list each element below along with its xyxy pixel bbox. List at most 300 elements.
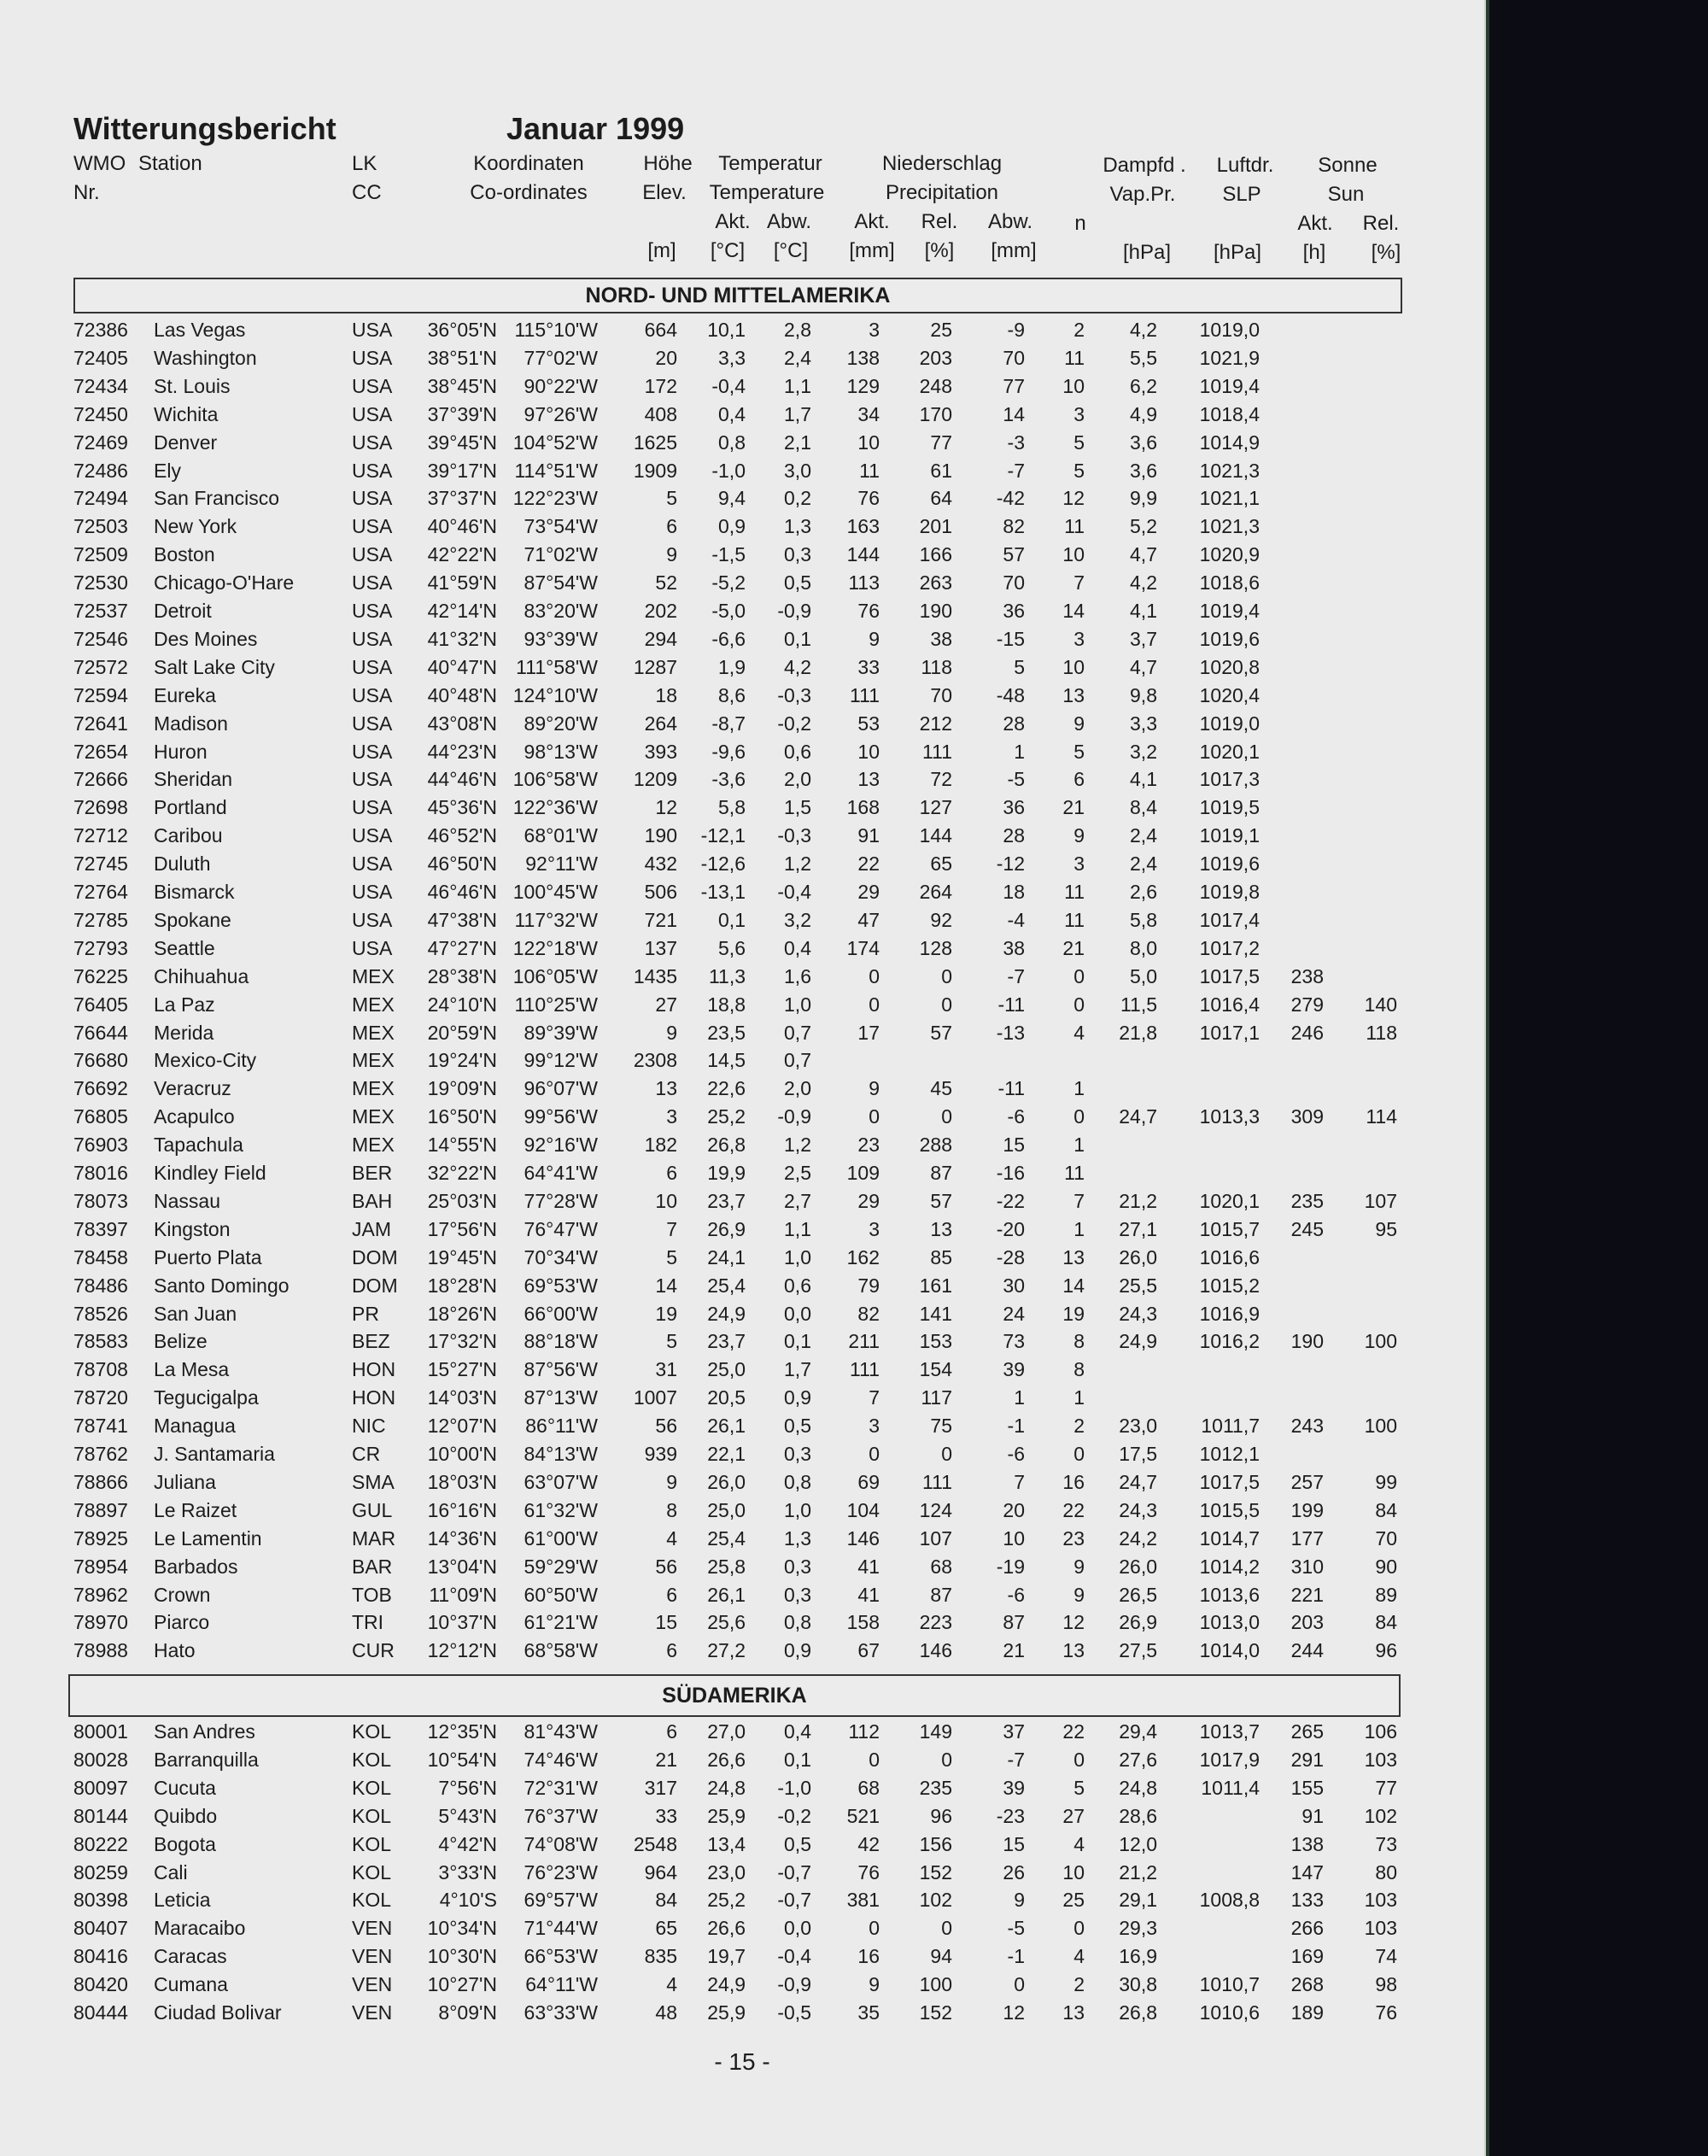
vapour-pressure-cell: 27,1 bbox=[1119, 1217, 1157, 1240]
latitude-cell: 16°16'N bbox=[427, 1498, 497, 1521]
wmo-number-cell: 80144 bbox=[73, 1804, 128, 1827]
precipitation-days-cell: 12 bbox=[1062, 487, 1085, 510]
temperature-abw-cell: 1,2 bbox=[784, 852, 811, 876]
elevation-cell: 84 bbox=[655, 1889, 677, 1912]
precipitation-akt-cell: 3 bbox=[869, 1415, 880, 1438]
temperature-abw-cell: -0,9 bbox=[777, 600, 811, 622]
country-code-cell: MEX bbox=[352, 1077, 395, 1100]
precipitation-days-cell: 1 bbox=[1073, 1134, 1085, 1157]
country-code-cell: KOL bbox=[352, 1748, 392, 1771]
wmo-number-cell: 72530 bbox=[73, 571, 128, 595]
wmo-number-cell: 76692 bbox=[73, 1077, 128, 1100]
table-row bbox=[0, 513, 1452, 541]
elevation-cell: 408 bbox=[644, 402, 677, 425]
precipitation-abw-cell: -13 bbox=[996, 1021, 1025, 1044]
station-name-cell: La Paz bbox=[154, 993, 215, 1016]
longitude-cell: 61°32'W bbox=[524, 1498, 598, 1521]
temperature-abw-cell: -0,3 bbox=[777, 683, 811, 706]
sunshine-rel-cell: 73 bbox=[1375, 1832, 1397, 1855]
table-row bbox=[0, 429, 1452, 457]
temperature-abw-cell: -0,9 bbox=[777, 1973, 811, 1996]
temperature-akt-cell: 19,7 bbox=[707, 1945, 746, 1968]
temperature-akt-cell: 24,1 bbox=[707, 1245, 746, 1268]
country-code-cell: SMA bbox=[352, 1470, 395, 1493]
precipitation-abw-cell: -15 bbox=[996, 627, 1025, 650]
longitude-cell: 76°37'W bbox=[524, 1804, 598, 1827]
precipitation-days-cell: 3 bbox=[1073, 627, 1085, 650]
sea-level-pressure-cell: 1019,0 bbox=[1199, 319, 1260, 341]
precipitation-abw-cell: -11 bbox=[997, 993, 1025, 1016]
precipitation-rel-cell: 170 bbox=[919, 402, 952, 425]
vapour-pressure-cell: 2,6 bbox=[1130, 881, 1157, 903]
precipitation-akt-cell: 42 bbox=[857, 1832, 880, 1855]
precipitation-akt-cell: 144 bbox=[846, 543, 880, 566]
country-code-cell: USA bbox=[352, 683, 393, 706]
longitude-cell: 84°13'W bbox=[524, 1443, 598, 1465]
longitude-cell: 71°44'W bbox=[524, 1917, 598, 1940]
sea-level-pressure-cell: 1017,3 bbox=[1199, 768, 1260, 791]
sunshine-rel-cell: 140 bbox=[1364, 993, 1397, 1016]
wmo-number-cell: 72494 bbox=[73, 487, 128, 510]
longitude-cell: 61°00'W bbox=[524, 1526, 598, 1550]
temperature-abw-cell: 0,9 bbox=[784, 1639, 811, 1662]
precipitation-akt-cell: 91 bbox=[857, 824, 880, 847]
sea-level-pressure-cell: 1021,3 bbox=[1199, 515, 1260, 538]
temperature-abw-cell: 0,7 bbox=[784, 1021, 811, 1044]
country-code-cell: USA bbox=[352, 571, 393, 595]
sunshine-rel-cell: 107 bbox=[1364, 1189, 1397, 1212]
longitude-cell: 110°25'W bbox=[514, 993, 598, 1016]
precipitation-akt-cell: 69 bbox=[857, 1470, 880, 1493]
station-name-cell: Hato bbox=[154, 1639, 196, 1662]
sunshine-akt-cell: 268 bbox=[1290, 1973, 1324, 1996]
temperature-abw-cell: 2,4 bbox=[784, 346, 811, 369]
precipitation-rel-cell: 64 bbox=[930, 487, 952, 510]
vapour-pressure-cell: 5,0 bbox=[1130, 964, 1157, 987]
precipitation-days-cell: 7 bbox=[1073, 1189, 1085, 1212]
header-unit-sun-akt: [h] bbox=[1302, 241, 1326, 264]
longitude-cell: 90°22'W bbox=[524, 374, 598, 397]
elevation-cell: 27 bbox=[655, 993, 677, 1016]
country-code-cell: KOL bbox=[352, 1720, 392, 1743]
precipitation-abw-cell: 28 bbox=[1003, 712, 1025, 735]
station-name-cell: Tapachula bbox=[154, 1134, 243, 1157]
latitude-cell: 37°39'N bbox=[427, 402, 497, 425]
latitude-cell: 45°36'N bbox=[427, 796, 497, 819]
precipitation-days-cell: 9 bbox=[1073, 712, 1085, 735]
longitude-cell: 74°08'W bbox=[524, 1832, 598, 1855]
table-row bbox=[0, 710, 1452, 738]
precipitation-abw-cell: -3 bbox=[1007, 431, 1025, 454]
latitude-cell: 18°03'N bbox=[427, 1470, 497, 1493]
latitude-cell: 19°24'N bbox=[427, 1049, 497, 1072]
vapour-pressure-cell: 5,5 bbox=[1130, 346, 1157, 369]
precipitation-rel-cell: 75 bbox=[930, 1415, 952, 1438]
precipitation-akt-cell: 29 bbox=[857, 1189, 880, 1212]
temperature-akt-cell: 23,0 bbox=[707, 1860, 746, 1884]
sea-level-pressure-cell: 1017,1 bbox=[1199, 1021, 1260, 1044]
station-name-cell: Chicago-O'Hare bbox=[154, 571, 295, 595]
longitude-cell: 106°05'W bbox=[512, 964, 598, 987]
precipitation-days-cell: 21 bbox=[1062, 796, 1085, 819]
latitude-cell: 32°22'N bbox=[427, 1162, 497, 1184]
precipitation-rel-cell: 117 bbox=[921, 1386, 952, 1409]
header-n: n bbox=[1074, 212, 1086, 235]
temperature-abw-cell: 3,0 bbox=[784, 459, 811, 482]
table-row bbox=[0, 1244, 1452, 1272]
precipitation-days-cell: 6 bbox=[1073, 768, 1085, 791]
precipitation-abw-cell: -5 bbox=[1007, 768, 1025, 791]
precipitation-days-cell: 13 bbox=[1062, 683, 1085, 706]
country-code-cell: VEN bbox=[352, 1917, 393, 1940]
vapour-pressure-cell: 2,4 bbox=[1130, 852, 1157, 876]
longitude-cell: 122°36'W bbox=[512, 796, 598, 819]
table-row bbox=[0, 1412, 1452, 1440]
wmo-number-cell: 72793 bbox=[73, 936, 128, 959]
country-code-cell: KOL bbox=[352, 1804, 392, 1827]
country-code-cell: MAR bbox=[352, 1526, 396, 1550]
header-unit-temp-akt: [°C] bbox=[710, 239, 746, 262]
vapour-pressure-cell: 17,5 bbox=[1119, 1443, 1157, 1465]
elevation-cell: 15 bbox=[655, 1611, 677, 1634]
elevation-cell: 721 bbox=[644, 908, 677, 931]
latitude-cell: 41°32'N bbox=[427, 627, 497, 650]
wmo-number-cell: 76680 bbox=[73, 1049, 128, 1072]
precipitation-akt-cell: 7 bbox=[869, 1386, 880, 1409]
latitude-cell: 46°50'N bbox=[427, 852, 497, 876]
vapour-pressure-cell: 26,0 bbox=[1119, 1245, 1157, 1268]
header-niederschlag: Niederschlag bbox=[881, 152, 1003, 175]
wmo-number-cell: 72785 bbox=[73, 908, 128, 931]
temperature-akt-cell: -3,6 bbox=[711, 768, 746, 791]
wmo-number-cell: 72486 bbox=[73, 459, 128, 482]
country-code-cell: USA bbox=[352, 627, 393, 650]
temperature-abw-cell: 0,2 bbox=[784, 487, 811, 510]
country-code-cell: MEX bbox=[352, 1105, 395, 1128]
sea-level-pressure-cell: 1010,7 bbox=[1199, 1973, 1260, 1996]
precipitation-abw-cell: 39 bbox=[1003, 1776, 1025, 1799]
temperature-akt-cell: 14,5 bbox=[707, 1049, 746, 1072]
temperature-abw-cell: 2,0 bbox=[784, 768, 811, 791]
latitude-cell: 18°26'N bbox=[427, 1302, 497, 1325]
country-code-cell: USA bbox=[352, 740, 393, 763]
elevation-cell: 3 bbox=[666, 1105, 677, 1128]
country-code-cell: USA bbox=[352, 908, 393, 931]
latitude-cell: 10°00'N bbox=[427, 1443, 497, 1465]
country-code-cell: VEN bbox=[352, 1945, 393, 1968]
precipitation-days-cell: 9 bbox=[1073, 824, 1085, 847]
precipitation-rel-cell: 203 bbox=[919, 346, 952, 369]
latitude-cell: 17°56'N bbox=[427, 1217, 497, 1240]
precipitation-rel-cell: 127 bbox=[919, 796, 952, 819]
wmo-number-cell: 72405 bbox=[73, 346, 128, 369]
elevation-cell: 9 bbox=[666, 543, 677, 566]
precipitation-akt-cell: 0 bbox=[869, 1105, 880, 1128]
elevation-cell: 6 bbox=[666, 515, 677, 538]
precipitation-rel-cell: 85 bbox=[930, 1245, 952, 1268]
temperature-akt-cell: 8,6 bbox=[718, 683, 746, 706]
country-code-cell: USA bbox=[352, 543, 393, 566]
table-row bbox=[0, 1553, 1452, 1581]
elevation-cell: 190 bbox=[644, 824, 677, 847]
precipitation-days-cell: 0 bbox=[1073, 964, 1085, 987]
precipitation-abw-cell: 12 bbox=[1003, 2001, 1025, 2024]
vapour-pressure-cell: 4,7 bbox=[1130, 543, 1157, 566]
vapour-pressure-cell: 3,6 bbox=[1130, 431, 1157, 454]
precipitation-abw-cell: 1 bbox=[1014, 1386, 1025, 1409]
sunshine-akt-cell: 91 bbox=[1301, 1804, 1324, 1827]
country-code-cell: USA bbox=[352, 712, 393, 735]
sunshine-rel-cell: 106 bbox=[1364, 1720, 1397, 1743]
latitude-cell: 28°38'N bbox=[427, 964, 497, 987]
longitude-cell: 86°11'W bbox=[525, 1415, 598, 1438]
vapour-pressure-cell: 26,9 bbox=[1119, 1611, 1157, 1634]
vapour-pressure-cell: 28,6 bbox=[1119, 1804, 1157, 1827]
latitude-cell: 14°55'N bbox=[427, 1134, 497, 1157]
precipitation-abw-cell: 10 bbox=[1003, 1526, 1025, 1550]
precipitation-rel-cell: 0 bbox=[941, 1917, 952, 1940]
precipitation-days-cell: 3 bbox=[1073, 852, 1085, 876]
precipitation-abw-cell: 39 bbox=[1003, 1358, 1025, 1381]
longitude-cell: 74°46'W bbox=[524, 1748, 598, 1771]
latitude-cell: 20°59'N bbox=[427, 1021, 497, 1044]
precipitation-abw-cell: 30 bbox=[1003, 1274, 1025, 1297]
precipitation-days-cell: 0 bbox=[1073, 1917, 1085, 1940]
table-row bbox=[0, 1802, 1452, 1831]
table-row bbox=[0, 316, 1452, 344]
longitude-cell: 72°31'W bbox=[524, 1776, 598, 1799]
wmo-number-cell: 78741 bbox=[73, 1415, 128, 1438]
precipitation-abw-cell: 36 bbox=[1003, 796, 1025, 819]
temperature-akt-cell: 19,9 bbox=[707, 1162, 746, 1184]
latitude-cell: 10°27'N bbox=[427, 1973, 497, 1996]
precipitation-rel-cell: 152 bbox=[919, 1860, 952, 1884]
elevation-cell: 137 bbox=[644, 936, 677, 959]
longitude-cell: 124°10'W bbox=[512, 683, 598, 706]
precipitation-rel-cell: 0 bbox=[941, 1748, 952, 1771]
vapour-pressure-cell: 24,7 bbox=[1119, 1470, 1157, 1493]
precipitation-akt-cell: 68 bbox=[857, 1776, 880, 1799]
precipitation-rel-cell: 94 bbox=[930, 1945, 952, 1968]
sea-level-pressure-cell: 1016,4 bbox=[1199, 993, 1260, 1016]
elevation-cell: 31 bbox=[655, 1358, 677, 1381]
table-row bbox=[0, 344, 1452, 372]
sunshine-rel-cell: 103 bbox=[1364, 1917, 1397, 1940]
wmo-number-cell: 72698 bbox=[73, 796, 128, 819]
sunshine-akt-cell: 235 bbox=[1290, 1189, 1324, 1212]
elevation-cell: 52 bbox=[655, 571, 677, 595]
sunshine-akt-cell: 147 bbox=[1290, 1860, 1324, 1884]
country-code-cell: USA bbox=[352, 431, 393, 454]
elevation-cell: 6 bbox=[666, 1162, 677, 1184]
temperature-abw-cell: 0,4 bbox=[784, 936, 811, 959]
precipitation-rel-cell: 107 bbox=[919, 1526, 952, 1550]
table-row bbox=[0, 484, 1452, 513]
precipitation-rel-cell: 118 bbox=[921, 655, 952, 678]
station-name-cell: Des Moines bbox=[154, 627, 258, 650]
longitude-cell: 88°18'W bbox=[524, 1330, 598, 1353]
latitude-cell: 44°46'N bbox=[427, 768, 497, 791]
sunshine-rel-cell: 70 bbox=[1375, 1526, 1397, 1550]
station-name-cell: Las Vegas bbox=[154, 319, 246, 341]
temperature-akt-cell: 10,1 bbox=[707, 319, 746, 341]
sunshine-rel-cell: 103 bbox=[1364, 1748, 1397, 1771]
country-code-cell: BEZ bbox=[352, 1330, 390, 1353]
longitude-cell: 87°56'W bbox=[524, 1358, 598, 1381]
temperature-akt-cell: 24,8 bbox=[707, 1776, 746, 1799]
precipitation-abw-cell: -11 bbox=[997, 1077, 1025, 1100]
precipitation-akt-cell: 29 bbox=[857, 881, 880, 903]
precipitation-abw-cell: 20 bbox=[1003, 1498, 1025, 1521]
station-name-cell: Managua bbox=[154, 1415, 236, 1438]
station-name-cell: Piarco bbox=[154, 1611, 210, 1634]
precipitation-abw-cell: 24 bbox=[1003, 1302, 1025, 1325]
header-prec-abw: Abw. bbox=[987, 210, 1033, 233]
elevation-cell: 2308 bbox=[633, 1049, 677, 1072]
country-code-cell: CUR bbox=[352, 1639, 395, 1662]
wmo-number-cell: 76405 bbox=[73, 993, 128, 1016]
precipitation-abw-cell: 5 bbox=[1014, 655, 1025, 678]
country-code-cell: JAM bbox=[352, 1217, 391, 1240]
wmo-number-cell: 78708 bbox=[73, 1358, 128, 1381]
wmo-number-cell: 78925 bbox=[73, 1526, 128, 1550]
sea-level-pressure-cell: 1019,4 bbox=[1199, 374, 1260, 397]
temperature-akt-cell: -12,6 bbox=[700, 852, 746, 876]
precipitation-days-cell: 11 bbox=[1064, 346, 1085, 369]
precipitation-abw-cell: 57 bbox=[1003, 543, 1025, 566]
elevation-cell: 1007 bbox=[633, 1386, 677, 1409]
country-code-cell: BAR bbox=[352, 1555, 393, 1578]
temperature-akt-cell: 3,3 bbox=[718, 346, 746, 369]
precipitation-days-cell: 2 bbox=[1073, 1415, 1085, 1438]
precipitation-abw-cell: 1 bbox=[1014, 740, 1025, 763]
station-name-cell: Seattle bbox=[154, 936, 215, 959]
precipitation-rel-cell: 263 bbox=[919, 571, 952, 595]
header-luftdr: Luftdr. bbox=[1216, 154, 1274, 177]
table-row bbox=[0, 1859, 1452, 1887]
longitude-cell: 100°45'W bbox=[512, 881, 598, 903]
vapour-pressure-cell: 6,2 bbox=[1130, 374, 1157, 397]
precipitation-days-cell: 1 bbox=[1073, 1217, 1085, 1240]
vapour-pressure-cell: 3,2 bbox=[1130, 740, 1157, 763]
page-number: - 15 - bbox=[714, 2048, 770, 2075]
temperature-akt-cell: 24,9 bbox=[707, 1302, 746, 1325]
latitude-cell: 19°45'N bbox=[427, 1245, 497, 1268]
precipitation-abw-cell: 15 bbox=[1003, 1832, 1025, 1855]
sunshine-akt-cell: 244 bbox=[1290, 1639, 1324, 1662]
vapour-pressure-cell: 29,3 bbox=[1119, 1917, 1157, 1940]
longitude-cell: 89°20'W bbox=[524, 712, 598, 735]
vapour-pressure-cell: 3,6 bbox=[1130, 459, 1157, 482]
precipitation-rel-cell: 102 bbox=[919, 1889, 952, 1912]
table-row bbox=[0, 569, 1452, 597]
precipitation-rel-cell: 153 bbox=[919, 1330, 952, 1353]
temperature-akt-cell: 26,0 bbox=[707, 1470, 746, 1493]
precipitation-rel-cell: 141 bbox=[919, 1302, 952, 1325]
table-row bbox=[0, 1046, 1452, 1075]
header-unit-temp-abw: [°C] bbox=[773, 239, 809, 262]
precipitation-akt-cell: 174 bbox=[846, 936, 880, 959]
wmo-number-cell: 76805 bbox=[73, 1105, 128, 1128]
elevation-cell: 182 bbox=[644, 1134, 677, 1157]
latitude-cell: 11°09'N bbox=[429, 1583, 497, 1606]
precipitation-abw-cell: -1 bbox=[1007, 1945, 1025, 1968]
sea-level-pressure-cell: 1017,5 bbox=[1199, 964, 1260, 987]
sea-level-pressure-cell: 1013,3 bbox=[1199, 1105, 1260, 1128]
latitude-cell: 12°12'N bbox=[427, 1639, 497, 1662]
temperature-akt-cell: 27,2 bbox=[707, 1639, 746, 1662]
precipitation-rel-cell: 25 bbox=[930, 319, 952, 341]
sea-level-pressure-cell: 1008,8 bbox=[1199, 1889, 1260, 1912]
temperature-abw-cell: 0,5 bbox=[784, 1832, 811, 1855]
sunshine-rel-cell: 96 bbox=[1375, 1639, 1397, 1662]
longitude-cell: 115°10'W bbox=[514, 319, 598, 341]
precipitation-days-cell: 10 bbox=[1062, 655, 1085, 678]
sea-level-pressure-cell: 1019,6 bbox=[1199, 852, 1260, 876]
station-name-cell: Cucuta bbox=[154, 1776, 216, 1799]
country-code-cell: HON bbox=[352, 1386, 396, 1409]
precipitation-days-cell: 8 bbox=[1073, 1330, 1085, 1353]
precipitation-days-cell: 10 bbox=[1062, 1860, 1085, 1884]
country-code-cell: USA bbox=[352, 796, 393, 819]
document-title: Witterungsbericht bbox=[73, 111, 336, 146]
header-temperatur: Temperatur bbox=[718, 152, 822, 175]
temperature-akt-cell: -6,6 bbox=[711, 627, 746, 650]
longitude-cell: 63°33'W bbox=[524, 2001, 598, 2024]
wmo-number-cell: 80097 bbox=[73, 1776, 128, 1799]
precipitation-abw-cell: -7 bbox=[1007, 964, 1025, 987]
header-temp-abw: Abw. bbox=[766, 210, 812, 233]
header-coordinates: Co-ordinates bbox=[470, 181, 588, 204]
table-row bbox=[0, 653, 1452, 682]
vapour-pressure-cell: 4,2 bbox=[1130, 571, 1157, 595]
elevation-cell: 6 bbox=[666, 1639, 677, 1662]
precipitation-akt-cell: 82 bbox=[857, 1302, 880, 1325]
precipitation-akt-cell: 0 bbox=[869, 1748, 880, 1771]
temperature-akt-cell: 13,4 bbox=[707, 1832, 746, 1855]
sea-level-pressure-cell: 1020,8 bbox=[1199, 655, 1260, 678]
elevation-cell: 835 bbox=[644, 1945, 677, 1968]
precipitation-days-cell: 2 bbox=[1073, 1973, 1085, 1996]
elevation-cell: 48 bbox=[655, 2001, 677, 2024]
precipitation-rel-cell: 0 bbox=[941, 1443, 952, 1465]
precipitation-days-cell: 7 bbox=[1073, 571, 1085, 595]
precipitation-abw-cell: 18 bbox=[1003, 881, 1025, 903]
precipitation-abw-cell: -48 bbox=[996, 683, 1025, 706]
sunshine-rel-cell: 114 bbox=[1366, 1105, 1397, 1128]
country-code-cell: USA bbox=[352, 768, 393, 791]
temperature-akt-cell: 26,6 bbox=[707, 1917, 746, 1940]
temperature-abw-cell: -0,3 bbox=[777, 824, 811, 847]
wmo-number-cell: 72434 bbox=[73, 374, 128, 397]
precipitation-abw-cell: -6 bbox=[1007, 1105, 1025, 1128]
vapour-pressure-cell: 9,8 bbox=[1130, 683, 1157, 706]
precipitation-akt-cell: 9 bbox=[869, 627, 880, 650]
longitude-cell: 83°20'W bbox=[524, 600, 598, 622]
temperature-akt-cell: 22,6 bbox=[707, 1077, 746, 1100]
wmo-number-cell: 72594 bbox=[73, 683, 128, 706]
temperature-abw-cell: 0,5 bbox=[784, 571, 811, 595]
precipitation-abw-cell: 26 bbox=[1003, 1860, 1025, 1884]
longitude-cell: 92°16'W bbox=[524, 1134, 598, 1157]
precipitation-rel-cell: 45 bbox=[930, 1077, 952, 1100]
sunshine-rel-cell: 74 bbox=[1375, 1945, 1397, 1968]
vapour-pressure-cell: 24,3 bbox=[1119, 1302, 1157, 1325]
longitude-cell: 64°41'W bbox=[524, 1162, 598, 1184]
station-name-cell: Washington bbox=[154, 346, 257, 369]
sunshine-akt-cell: 169 bbox=[1290, 1945, 1324, 1968]
precipitation-rel-cell: 124 bbox=[919, 1498, 952, 1521]
